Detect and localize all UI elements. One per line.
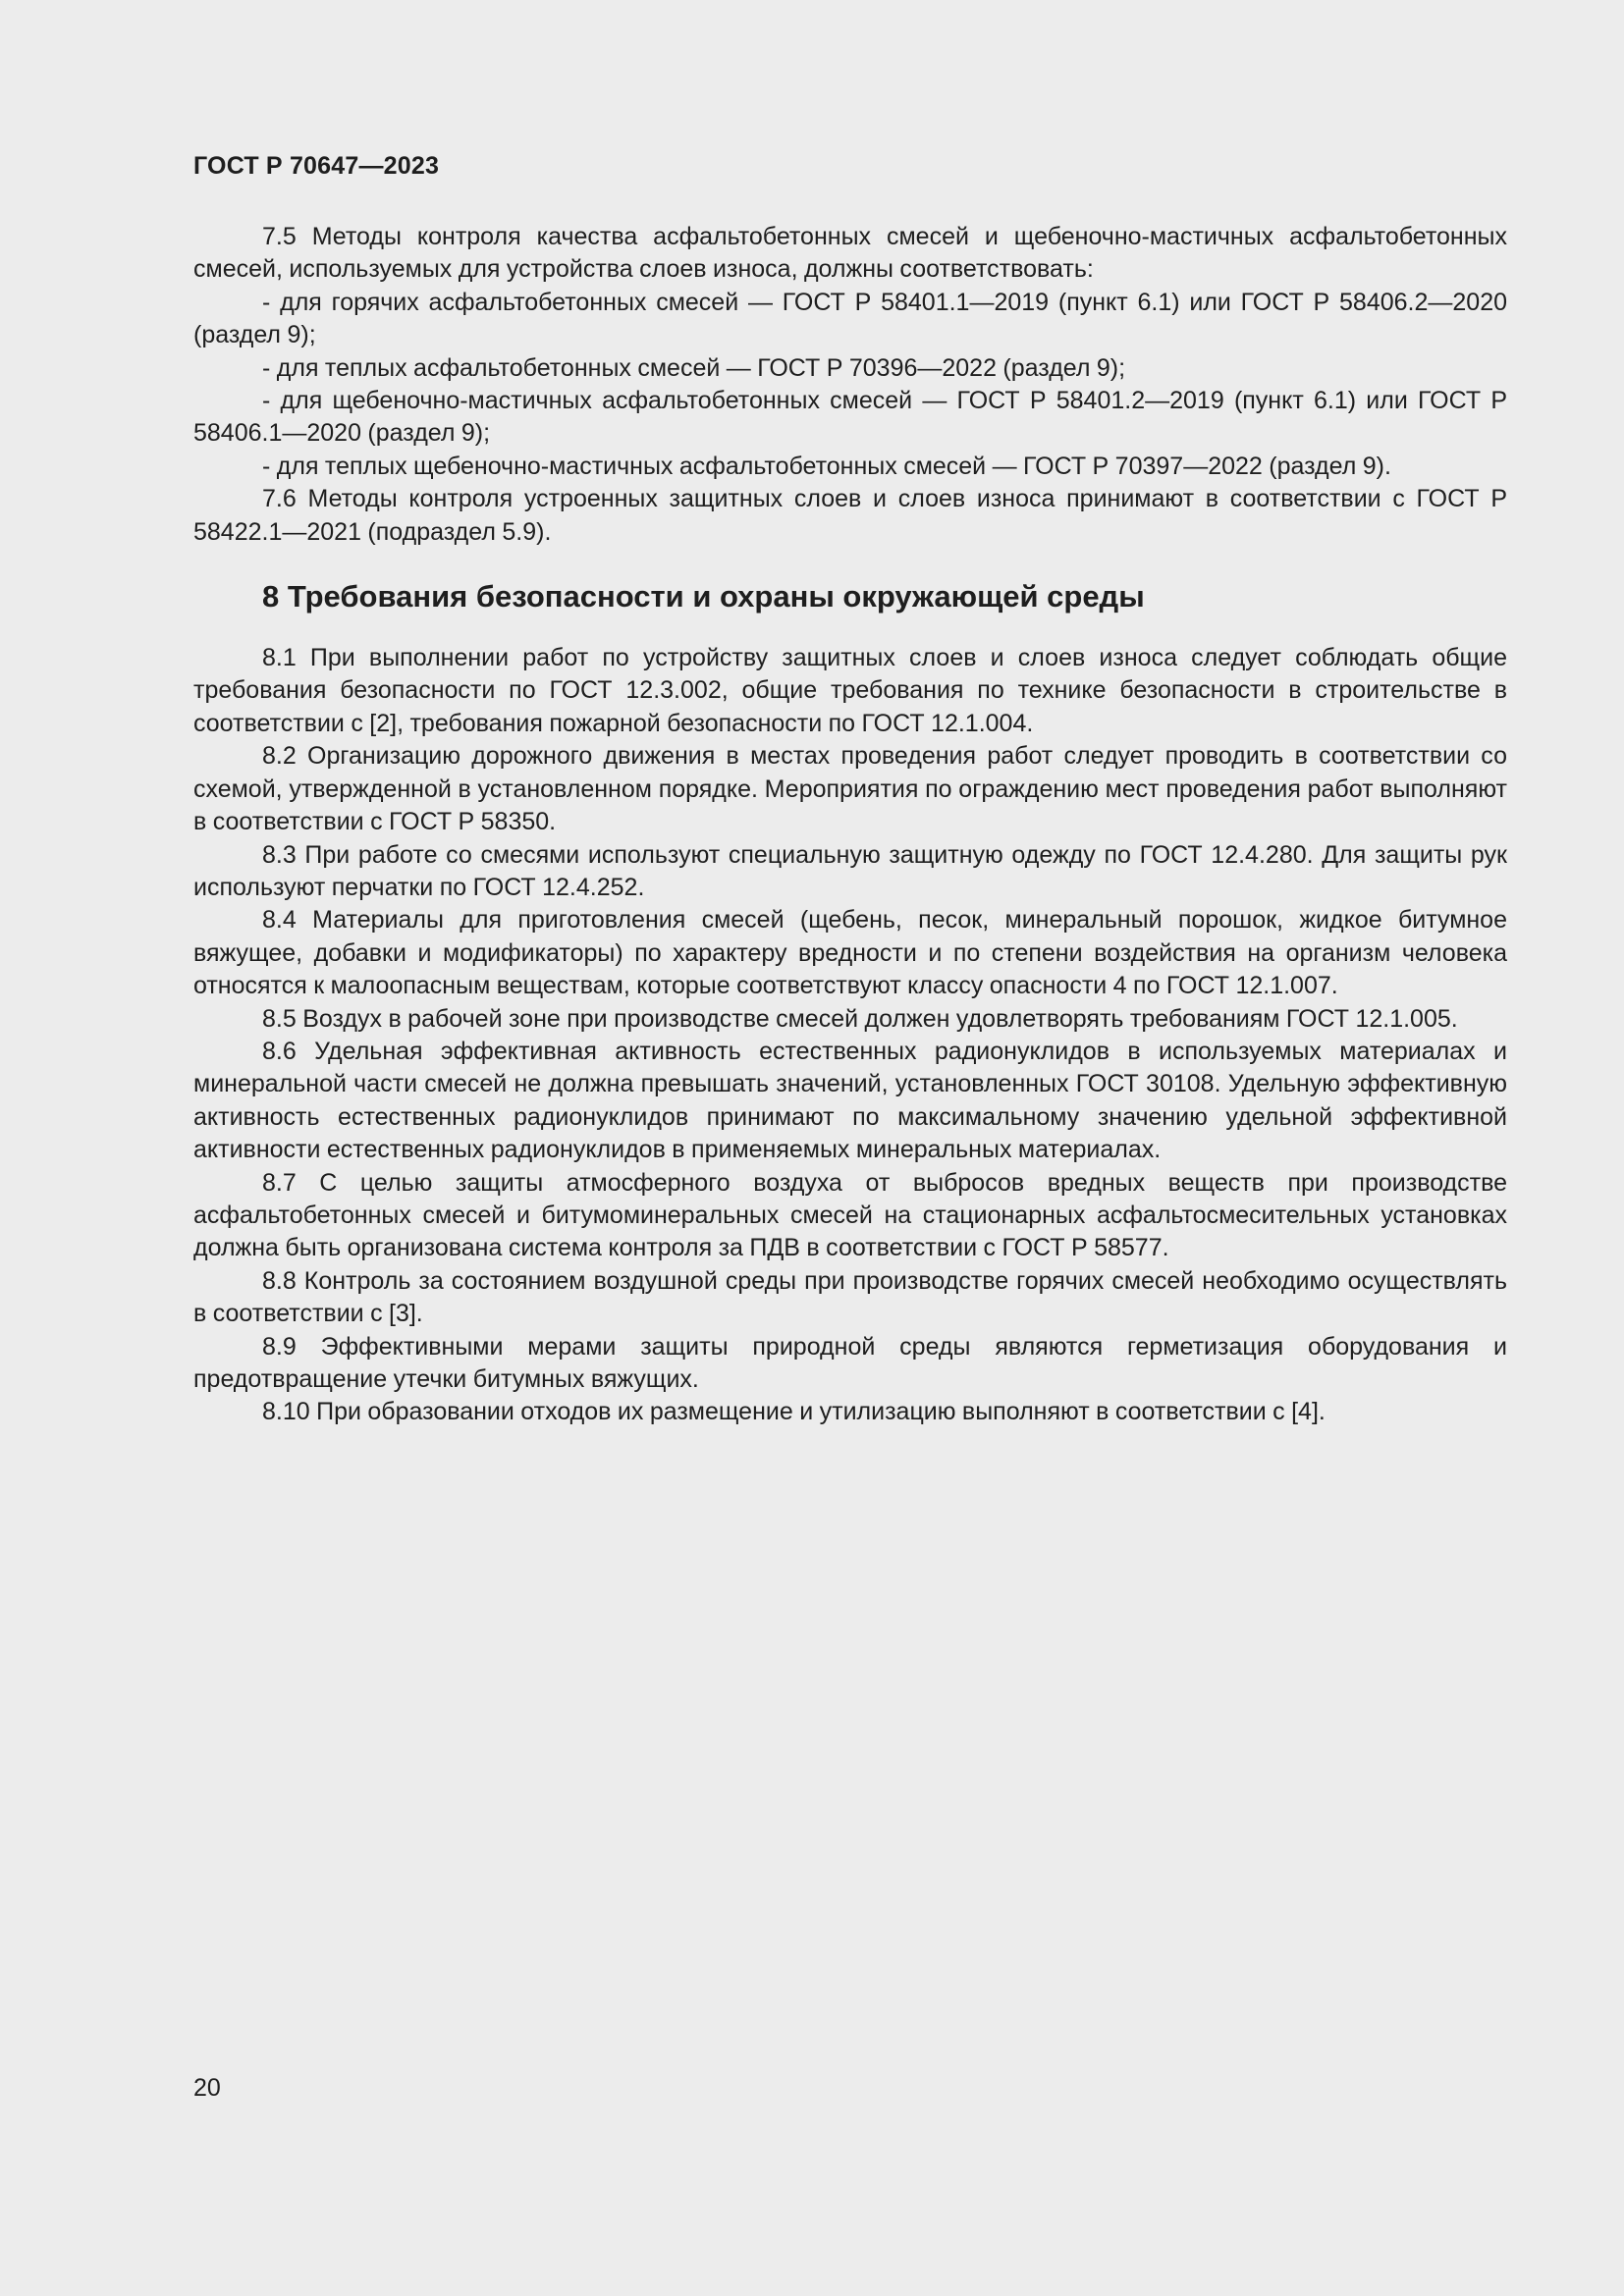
paragraph-8-2: 8.2 Организацию дорожного движения в местах проведения работ следует проводить в соответствии со схемой, утвержденной в установленном порядке. Мероприятия по ограждению мест проведения работ выполняют в соответствии с ГОСТ Р 58350. — [193, 742, 1507, 836]
paragraph-8-10: 8.10 При образовании отходов их размещение и утилизацию выполняют в соответствии с [4]. — [262, 1398, 1326, 1426]
section-8-title: 8 Требования безопасности и охраны окружающей среды — [262, 579, 1145, 614]
list-item-hot-asphalt: - для горячих асфальтобетонных смесей — ГОСТ Р 58401.1—2019 (пункт 6.1) или ГОСТ Р 58406.2—2020 (раздел 9); — [193, 288, 1507, 349]
paragraph-8-4: 8.4 Материалы для приготовления смесей (щебень, песок, минеральный порошок, жидкое битумное вяжущее, добавки и модификаторы) по характеру вредности и по степени воздействия на организм человека относятся к малоопасным веществам, которые соответствуют классу опасности 4 по ГОСТ 12.1.007. — [193, 906, 1507, 1000]
paragraph-8-8: 8.8 Контроль за состоянием воздушной среды при производстве горячих смесей необходимо осуществлять в соответствии с [3]. — [193, 1266, 1507, 1328]
list-item-warm-sma: - для теплых щебеночно-мастичных асфальтобетонных смесей — ГОСТ Р 70397—2022 (раздел 9). — [262, 452, 1391, 480]
paragraph-7-6: 7.6 Методы контроля устроенных защитных слоев и слоев износа принимают в соответствии с ГОСТ Р 58422.1—2021 (подраздел 5.9). — [193, 485, 1507, 546]
paragraph-8-1: 8.1 При выполнении работ по устройству защитных слоев и слоев износа следует соблюдать общие требования безопасности по ГОСТ 12.3.002, общие требования по технике безопасности в строительстве в соответствии с [2], требования пожарной безопасности по ГОСТ 12.1.004. — [193, 644, 1507, 737]
paragraph-8-5: 8.5 Воздух в рабочей зоне при производстве смесей должен удовлетворять требованиям ГОСТ 12.1.005. — [262, 1004, 1458, 1033]
paragraph-8-7: 8.7 С целью защиты атмосферного воздуха от выбросов вредных веществ при производстве асфальтобетонных смесей и битумоминеральных смесей на стационарных асфальтосмесительных установках должна быть организована система контроля за ПДВ в соответствии с ГОСТ Р 58577. — [193, 1168, 1507, 1262]
document-header: ГОСТ Р 70647—2023 — [193, 152, 440, 180]
paragraph-7-5: 7.5 Методы контроля качества асфальтобетонных смесей и щебеночно-мастичных асфальтобетонных смесей, используемых для устройства слоев износа, должны соответствовать: — [193, 223, 1507, 284]
paragraph-8-9: 8.9 Эффективными мерами защиты природной среды являются герметизация оборудования и предотвращение утечки битумных вяжущих. — [193, 1332, 1507, 1393]
list-item-sma: - для щебеночно-мастичных асфальтобетонных смесей — ГОСТ Р 58401.2—2019 (пункт 6.1) или ГОСТ Р 58406.1—2020 (раздел 9); — [193, 387, 1507, 448]
list-item-warm-asphalt: - для теплых асфальтобетонных смесей — ГОСТ Р 70396—2022 (раздел 9); — [262, 353, 1126, 382]
paragraph-8-6: 8.6 Удельная эффективная активность естественных радионуклидов в используемых материалах и минеральной части смесей не должна превышать значений, установленных ГОСТ 30108. Удельную эффективную активность естественных радионуклидов принимают по максимальному значению удельной эффективной активности естественных радионуклидов в применяемых минеральных материалах. — [193, 1037, 1507, 1164]
page-number: 20 — [193, 2074, 221, 2102]
page-content — [193, 221, 1507, 1429]
paragraph-8-3: 8.3 При работе со смесями используют специальную защитную одежду по ГОСТ 12.4.280. Для защиты рук используют перчатки по ГОСТ 12.4.252. — [193, 840, 1507, 901]
